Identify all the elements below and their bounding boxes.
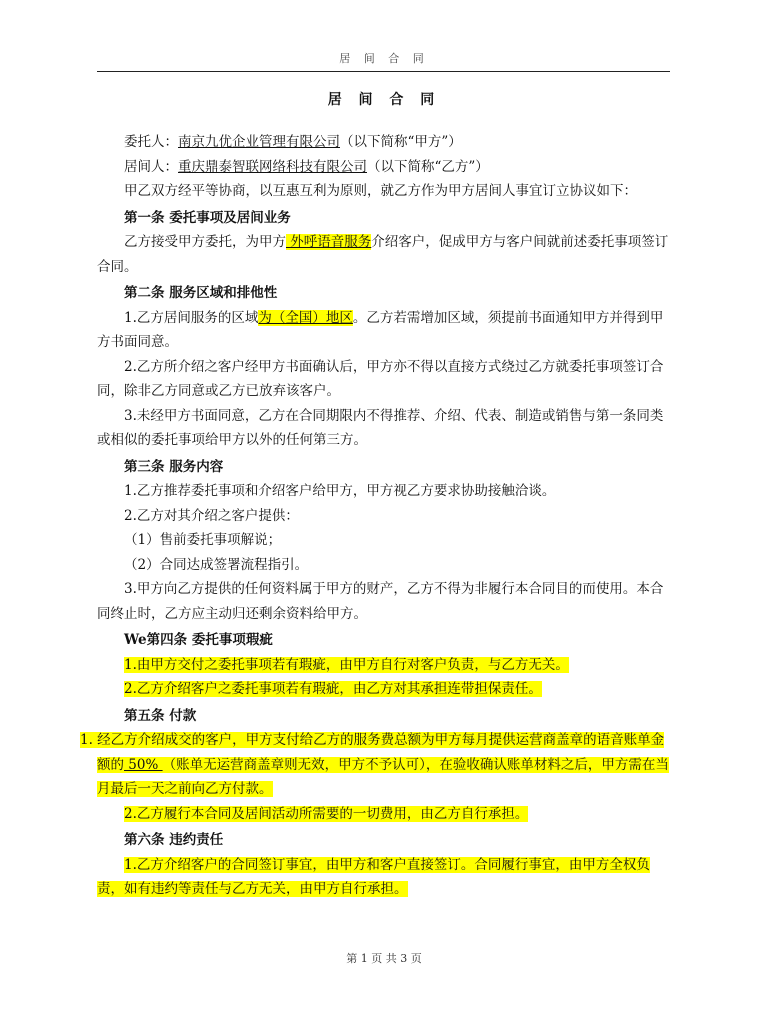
article-1-paragraph-1 xyxy=(97,230,670,279)
article-4-paragraph-1 xyxy=(97,653,670,678)
article-3-paragraph-3: 3.甲方向乙方提供的任何资料属于甲方的财产，乙方不得为非履行本合同目的而使用。本合同终止时，乙方应主动归还剩余资料给甲方。 xyxy=(97,581,664,622)
article-5-text-end: （账单无运营商盖章则无效，甲方不予认可），在验收确认账单材料之后，甲方需在当月最后一天之前向乙方付款。 xyxy=(97,756,669,797)
article-2-text-end: 。乙方若需增加区域，须提前书面通知甲方并得到甲方书面同意。 xyxy=(97,309,664,350)
service-name-highlight: 外呼语音服务 xyxy=(286,234,372,250)
article-2-heading: 第二条 服务区域和排他性 xyxy=(124,285,278,301)
article-5-number: 1. xyxy=(80,732,98,748)
article-3-paragraph-2: 2.乙方对其介绍之客户提供： xyxy=(124,507,299,524)
article-3-paragraph-1: 1.乙方推荐委托事项和介绍客户给甲方，甲方视乙方要求协助接触洽谈。 xyxy=(124,483,556,499)
article-2-paragraph-3: 3.未经甲方书面同意，乙方在合同期限内不得推荐、介绍、代表、制造或销售与第一条同类或相似的委托事项给甲方以外的任何第三方。 xyxy=(97,407,664,448)
agent-label: 居间人： xyxy=(124,158,178,175)
header-divider xyxy=(97,71,670,72)
fee-percentage: 50% xyxy=(124,756,163,773)
client-name: 南京九优企业管理有限公司 xyxy=(178,134,340,150)
article-2-text: 1.乙方居间服务的区域 xyxy=(124,309,259,326)
article-1-text: 乙方接受甲方委托，为甲方 xyxy=(124,234,286,250)
article-5-text-2: 2.乙方履行本合同及居间活动所需要的一切费用，由乙方自行承担。 xyxy=(124,805,529,822)
article-4-paragraph-2 xyxy=(97,677,670,702)
article-5-text: 经乙方介绍成交的客户，甲方支付给乙方的服务费总额为甲方每月提供运营商盖章的语音账单金额的 xyxy=(97,732,665,773)
article-5-heading: 第五条 付款 xyxy=(124,707,197,724)
document-title: 居 间 合 同 xyxy=(327,92,441,108)
article-3-item-1: （1）售前委托事项解说； xyxy=(124,532,282,548)
article-5-paragraph-2 xyxy=(97,802,670,827)
article-6-text-1: 1.乙方介绍客户的合同签订事宜，由甲方和客户直接签订。合同履行事宜，由甲方全权负责，如有违约等责任与乙方无关，由甲方自行承担。 xyxy=(97,856,650,897)
article-3-item-2: （2）合同达成签署流程指引。 xyxy=(124,556,309,573)
region-highlight: 为（全国）地区 xyxy=(258,309,353,326)
article-4-heading: We第四条 委托事项瑕疵 xyxy=(124,632,273,648)
article-1-text-end: 介绍客户，促成甲方与客户间就前述委托事项签订合同。 xyxy=(97,234,669,275)
article-6-heading: 第六条 违约责任 xyxy=(124,832,224,848)
article-1-heading: 第一条 委托事项及居间业务 xyxy=(124,209,291,226)
article-2-paragraph-2: 2.乙方所介绍之客户经甲方书面确认后，甲方亦不得以直接方式绕过乙方就委托事项签订合同，除非乙方同意或乙方已放弃该客户。 xyxy=(97,358,664,399)
agent-line xyxy=(97,155,670,180)
client-line xyxy=(97,130,670,155)
client-label: 委托人： xyxy=(124,134,178,150)
intro-paragraph: 甲乙双方经平等协商，以互惠互利为原则，就乙方作为甲方居间人事宜订立协议如下： xyxy=(124,183,637,199)
article-4-text-1: 1.由甲方交付之委托事项若有瑕疵，由甲方自行对客户负责，与乙方无关。 xyxy=(124,656,569,673)
page-number-footer: 第 1 页 共 3 页 xyxy=(346,952,422,965)
article-3-heading: 第三条 服务内容 xyxy=(124,458,224,475)
article-2-paragraph-1 xyxy=(97,306,670,355)
contract-body xyxy=(80,130,670,902)
agent-suffix: （以下简称“乙方”） xyxy=(367,158,489,175)
running-header: 居 间 合 同 xyxy=(339,52,429,65)
article-6-paragraph-1 xyxy=(97,853,670,902)
agent-name: 重庆鼎泰智联网络科技有限公司 xyxy=(178,158,367,175)
client-suffix: （以下简称“甲方”） xyxy=(340,134,462,150)
article-4-text-2: 2.乙方介绍客户之委托事项若有瑕疵，由乙方对其承担连带担保责任。 xyxy=(124,681,542,697)
article-5-paragraph-1 xyxy=(80,728,670,802)
